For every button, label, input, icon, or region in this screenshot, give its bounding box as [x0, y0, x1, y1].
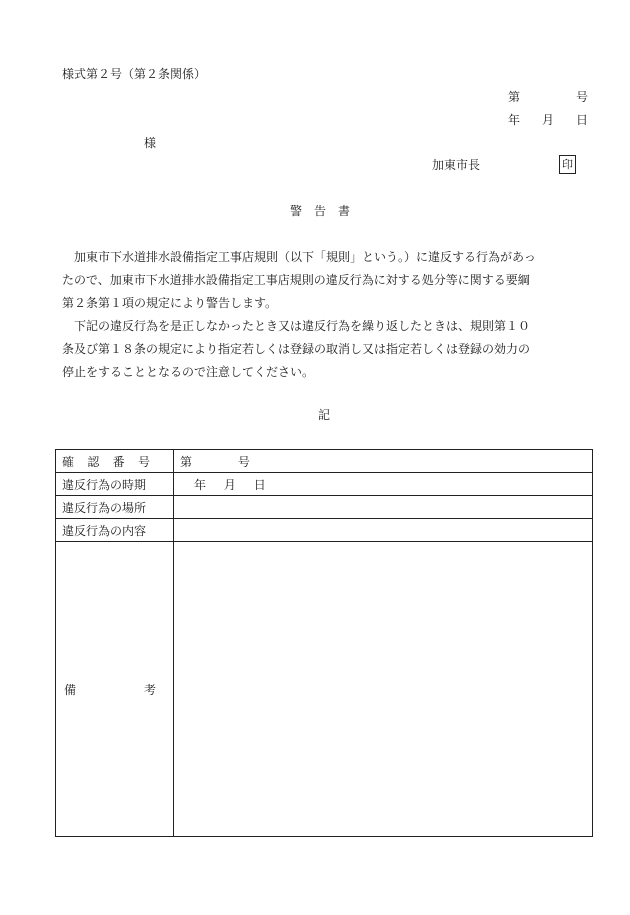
label-char: 認	[87, 454, 100, 469]
violation-place-cell[interactable]	[174, 496, 593, 519]
violation-time-label: 違反行為の時期	[56, 473, 174, 496]
seal-mark: 印	[559, 155, 576, 174]
label-char: 備	[64, 682, 77, 697]
record-table	[55, 449, 593, 837]
label-char: 確	[62, 454, 75, 469]
paragraph-1	[62, 246, 592, 315]
confirmation-number-cell[interactable]	[174, 450, 593, 473]
violation-time-cell[interactable]	[174, 473, 593, 496]
paragraph-2-line-2: 条及び第１８条の規定により指定若しくは登録の取消し又は指定若しくは登録の効力の	[62, 342, 531, 356]
paragraph-1-line-2: たので、加東市下水道排水設備指定工事店規則の違反行為に対する処分等に関する要綱	[62, 273, 530, 287]
date-day: 日	[576, 113, 589, 127]
table-row	[56, 450, 593, 473]
date-year: 年	[508, 113, 521, 127]
violation-month: 月	[223, 477, 236, 492]
violation-content-cell[interactable]	[174, 519, 593, 542]
violation-day: 日	[253, 477, 266, 492]
confirmation-number-prefix: 第	[180, 454, 193, 469]
label-char: 考	[143, 682, 156, 697]
remarks-label	[56, 542, 174, 837]
table-row	[56, 473, 593, 496]
table-row	[56, 496, 593, 519]
document-title: 警 告 書	[290, 204, 351, 218]
violation-year: 年	[194, 477, 207, 492]
table-row	[56, 542, 593, 837]
paragraph-2	[62, 315, 592, 384]
issuer: 加東市長	[432, 158, 481, 172]
date-month: 月	[542, 113, 555, 127]
violation-content-label: 違反行為の内容	[56, 519, 174, 542]
doc-number-suffix: 号	[576, 90, 589, 104]
confirmation-number-suffix: 号	[237, 454, 250, 469]
paragraph-2-line-3: 停止をすることとなるので注意してください。	[62, 365, 315, 379]
addressee: 様	[144, 136, 157, 150]
paragraph-1-line-3: 第２条第１項の規定により警告します。	[62, 296, 278, 310]
record-heading: 記	[318, 408, 331, 422]
label-char: 号	[137, 454, 150, 469]
form-number: 様式第２号（第２条関係）	[62, 67, 207, 81]
table-row	[56, 519, 593, 542]
paragraph-2-line-1: 下記の違反行為を是正しなかったとき又は違反行為を繰り返したときは、規則第１０	[74, 319, 531, 333]
violation-place-label: 違反行為の場所	[56, 496, 174, 519]
label-char: 番	[112, 454, 125, 469]
paragraph-1-line-1: 加東市下水道排水設備指定工事店規則（以下「規則」という。）に違反する行為があっ	[74, 250, 536, 264]
doc-number-prefix: 第	[508, 90, 521, 104]
remarks-cell[interactable]	[174, 542, 593, 837]
confirmation-number-label	[56, 450, 174, 473]
